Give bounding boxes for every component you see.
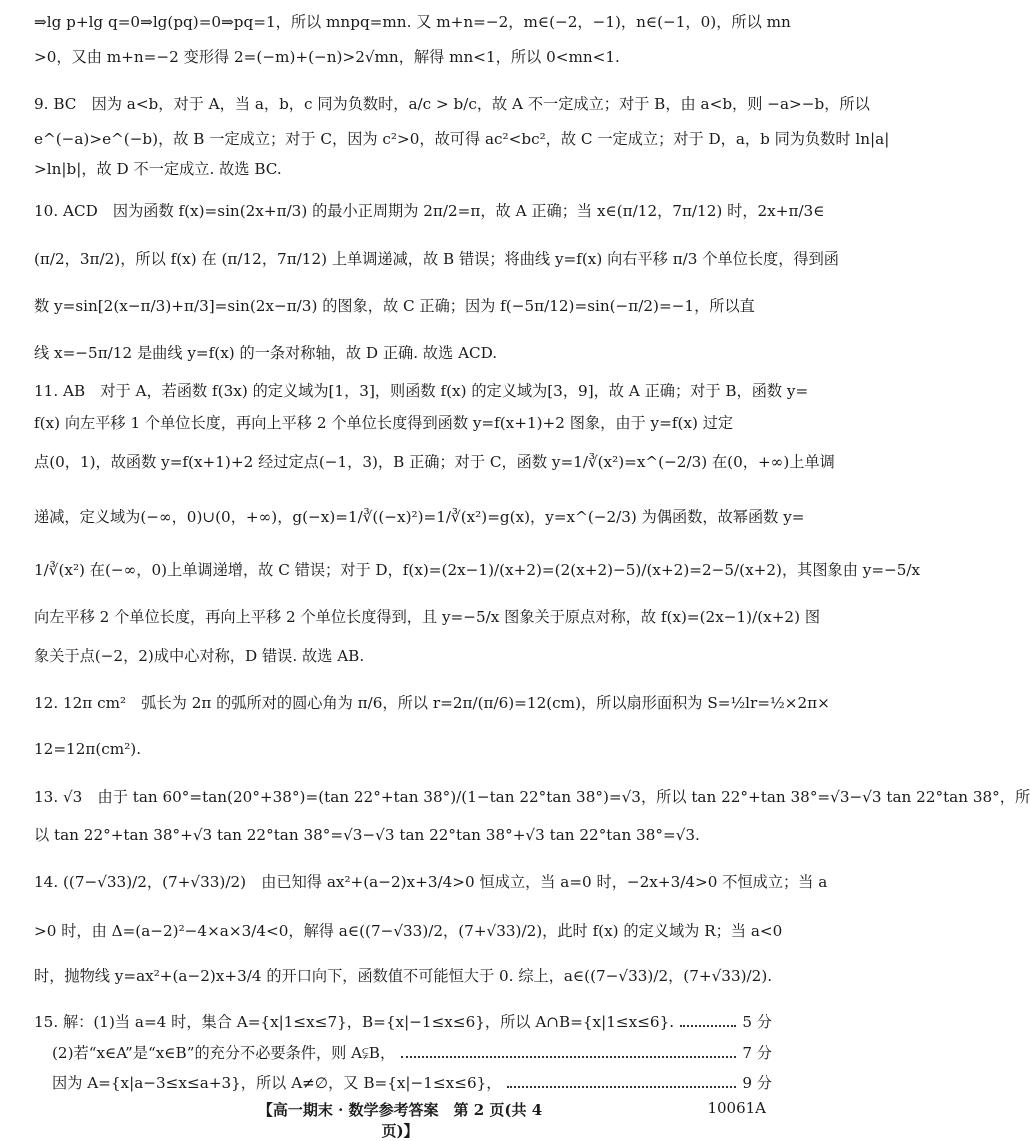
text-line: 12. 12π cm² 弧长为 2π 的弧所对的圆心角为 π/6，所以 r=2π/(π/6)=12(cm)，所以扇形面积为 S=½lr=½×2π×: [34, 694, 830, 712]
score-points: 7 分: [742, 1044, 772, 1062]
text-line: 向左平移 2 个单位长度，再向上平移 2 个单位长度得到，且 y=−5/x 图象关于原点对称，故 f(x)=(2x−1)/(x+2) 图: [34, 608, 821, 626]
score-line-text: 因为 A={x|a−3≤x≤a+3}，所以 A≠∅，又 B={x|−1≤x≤6}，: [52, 1074, 502, 1092]
score-points: 5 分: [742, 1013, 772, 1031]
footer-title: 【高一期末 · 数学参考答案 第 2 页(共 4 页)】: [257, 1101, 543, 1140]
text-line: 数 y=sin[2(x−π/3)+π/3]=sin(2x−π/3) 的图象，故 C 正确；因为 f(−5π/12)=sin(−π/2)=−1，所以直: [34, 297, 755, 315]
text-line: 线 x=−5π/12 是曲线 y=f(x) 的一条对称轴，故 D 正确. 故选 ACD.: [34, 344, 498, 362]
score-line: [52, 1043, 772, 1063]
text-line: 11. AB 对于 A，若函数 f(3x) 的定义域为[1，3]，则函数 f(x) 的定义域为[3，9]，故 A 正确；对于 B，函数 y=: [34, 382, 809, 400]
leader-dots: [401, 1055, 736, 1058]
score-line-text: (2)若“x∈A”是“x∈B”的充分不必要条件，则 A⫋B，: [52, 1044, 396, 1062]
text-line: 递减，定义域为(−∞，0)∪(0，+∞)，g(−x)=1/∛((−x)²)=1/∛(x²)=g(x)，y=x^(−2/3) 为偶函数，故幂函数 y=: [34, 508, 805, 526]
text-line: 13. √3 由于 tan 60°=tan(20°+38°)=(tan 22°+tan 38°)/(1−tan 22°tan 38°)=√3，所以 tan 22°+tan 38°=√3−√3 tan 22°tan 38°，所: [34, 788, 1030, 806]
text-line: (π/2，3π/2)，所以 f(x) 在 (π/12，7π/12) 上单调递减，故 B 错误；将曲线 y=f(x) 向右平移 π/3 个单位长度，得到函: [34, 250, 839, 268]
text-line: >ln|b|，故 D 不一定成立. 故选 BC.: [34, 160, 282, 178]
text-line: f(x) 向左平移 1 个单位长度，再向上平移 2 个单位长度得到函数 y=f(x+1)+2 图象，由于 y=f(x) 过定: [34, 414, 734, 432]
text-line: >0，又由 m+n=−2 变形得 2=(−m)+(−n)>2√mn，解得 mn<1，所以 0<mn<1.: [34, 48, 620, 66]
text-line: 12=12π(cm²).: [34, 740, 142, 758]
text-line: e^(−a)>e^(−b)，故 B 一定成立；对于 C，因为 c²>0，故可得 ac²<bc²，故 C 一定成立；对于 D，a，b 同为负数时 ln|a|: [34, 130, 890, 148]
score-points: 9 分: [742, 1074, 772, 1092]
score-line-text: 15. 解：(1)当 a=4 时，集合 A={x|1≤x≤7}，B={x|−1≤x≤6}，所以 A∩B={x|1≤x≤6}.: [34, 1013, 675, 1031]
text-line: 时，抛物线 y=ax²+(a−2)x+3/4 的开口向下，函数值不可能恒大于 0. 综上，a∈((7−√33)/2，(7+√33)/2).: [34, 967, 773, 985]
score-line: [34, 1012, 772, 1032]
text-line: 9. BC 因为 a<b，对于 A，当 a，b，c 同为负数时，a/c > b/c，故 A 不一定成立；对于 B，由 a<b，则 −a>−b，所以: [34, 95, 870, 113]
text-line: 10. ACD 因为函数 f(x)=sin(2x+π/3) 的最小正周期为 2π/2=π，故 A 正确；当 x∈(π/12，7π/12) 时，2x+π/3∈: [34, 202, 825, 220]
text-line: 象关于点(−2，2)成中心对称，D 错误. 故选 AB.: [34, 647, 365, 665]
text-line: ⇒lg p+lg q=0⇒lg(pq)=0⇒pq=1，所以 mnpq=mn. 又 m+n=−2，m∈(−2，−1)，n∈(−1，0)，所以 mn: [34, 13, 791, 31]
text-line: 1/∛(x²) 在(−∞，0)上单调递增，故 C 错误；对于 D，f(x)=(2x−1)/(x+2)=(2(x+2)−5)/(x+2)=2−5/(x+2)，其图象由 y=−5/x: [34, 561, 921, 579]
leader-dots: [507, 1085, 736, 1088]
footer-code: 10061A: [707, 1099, 766, 1117]
text-line: >0 时，由 Δ=(a−2)²−4×a×3/4<0，解得 a∈((7−√33)/2，(7+√33)/2)，此时 f(x) 的定义域为 R；当 a<0: [34, 922, 783, 940]
leader-dots: [680, 1024, 736, 1027]
text-line: 14. ((7−√33)/2，(7+√33)/2) 由已知得 ax²+(a−2)x+3/4>0 恒成立，当 a=0 时，−2x+3/4>0 不恒成立；当 a: [34, 873, 828, 891]
text-line: 点(0，1)，故函数 y=f(x+1)+2 经过定点(−1，3)，B 正确；对于 C，函数 y=1/∛(x²)=x^(−2/3) 在(0，+∞)上单调: [34, 453, 835, 471]
score-line: [52, 1073, 772, 1093]
text-line: 以 tan 22°+tan 38°+√3 tan 22°tan 38°=√3−√3 tan 22°tan 38°+√3 tan 22°tan 38°=√3.: [34, 826, 700, 844]
